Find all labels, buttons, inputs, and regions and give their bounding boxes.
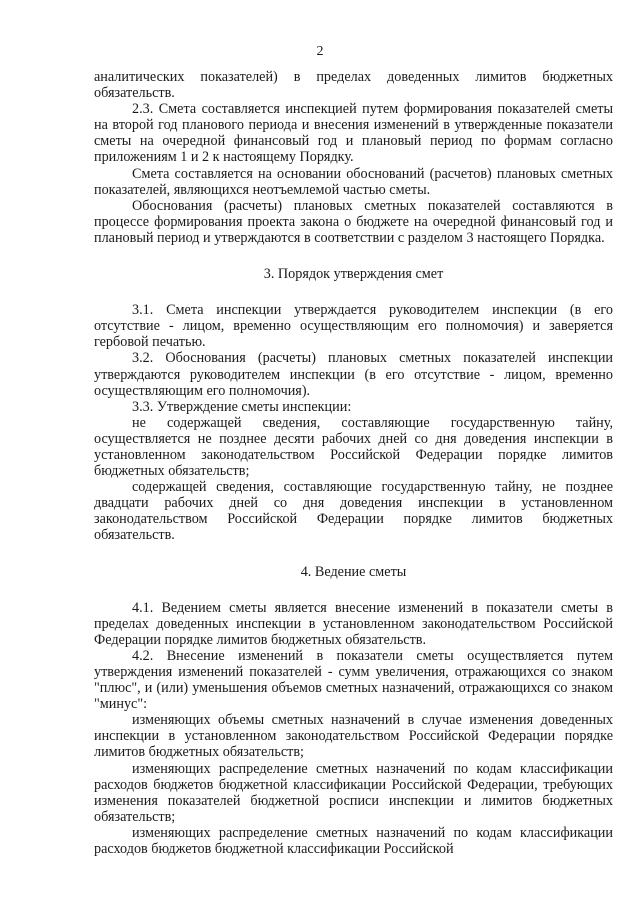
paragraph-3-3: 3.3. Утверждение сметы инспекции: (132, 398, 352, 415)
paragraph-continuation: аналитических показателей) в пределах доведенных лимитов бюджетных обязательств. (94, 69, 613, 102)
list-item-no-secret: не содержащей сведения, составляющие государственную тайну, осуществляется не позднее десяти рабочих дней со дня доведения инспекции в установленном законодательством Российской Федерации порядке лимитов бюджетных обязательств; (94, 414, 613, 480)
document-body (94, 69, 613, 857)
paragraph-4-2: 4.2. Внесение изменений в показатели сметы осуществляется путем утверждения изменений показателей - сумм увеличения, отражающихся со знаком "плюс", и (или) уменьшения объемов сметных назначений, отражающихся со знаком "минус": (94, 647, 613, 713)
list-item-change-distribution-1: изменяющих распределение сметных назначений по кодам классификации расходов бюджетов бюджетной классификации Российской Федерации, требующих изменения показателей бюджетной росписи инспекции и лимитов бюджетных обязательств; (94, 760, 613, 825)
list-item-change-distribution-2: изменяющих распределение сметных назначений по кодам классификации расходов бюджетов бюджетной классификации Российской (94, 824, 613, 858)
section-4-heading: 4. Ведение сметы (300, 563, 407, 580)
list-item-change-volumes: изменяющих объемы сметных назначений в случае изменения доведенных инспекции в установленном законодательством Российской Федерации порядке лимитов бюджетных обязательств; (94, 712, 613, 761)
list-item-secret: содержащей сведения, составляющие государственную тайну, не позднее двадцати рабочих дней со дня доведения инспекции в установленном законодательством Российской Федерации порядке лимитов бюджетных обязательств. (94, 479, 613, 544)
paragraph-justification: Обоснования (расчеты) плановых сметных показателей составляются в процессе формирования проекта закона о бюджете на очередной финансовый год и плановый период и утверждаются в соответствии с разделом 3 настоящего Порядка. (94, 197, 613, 246)
paragraph-smeta-basis: Смета составляется на основании обоснований (расчетов) плановых сметных показателей, являющихся неотъемлемой частью сметы. (94, 165, 613, 198)
paragraph-3-1: 3.1. Смета инспекции утверждается руководителем инспекции (в его отсутствие - лицом, временно осуществляющим его полномочия) и заверяется гербовой печатью. (94, 302, 613, 351)
paragraph-4-1: 4.1. Ведением сметы является внесение изменений в показатели сметы в пределах доведенных инспекции в установленном законодательством Российской Федерации порядке лимитов бюджетных обязательств. (94, 599, 613, 648)
paragraph-3-2: 3.2. Обоснования (расчеты) плановых сметных показателей инспекции утверждаются руководителем инспекции (в его отсутствие - лицом, временно осуществляющим его полномочия). (94, 350, 613, 399)
paragraph-2-3: 2.3. Смета составляется инспекцией путем формирования показателей сметы на второй год планового периода и внесения изменений в утвержденные показатели сметы на очередной финансовый год и плановый период по формам согласно приложениям 1 и 2 к настоящему Порядку. (94, 101, 613, 166)
page-number: 2 (316, 44, 324, 59)
section-3-heading: 3. Порядок утверждения смет (263, 266, 444, 283)
